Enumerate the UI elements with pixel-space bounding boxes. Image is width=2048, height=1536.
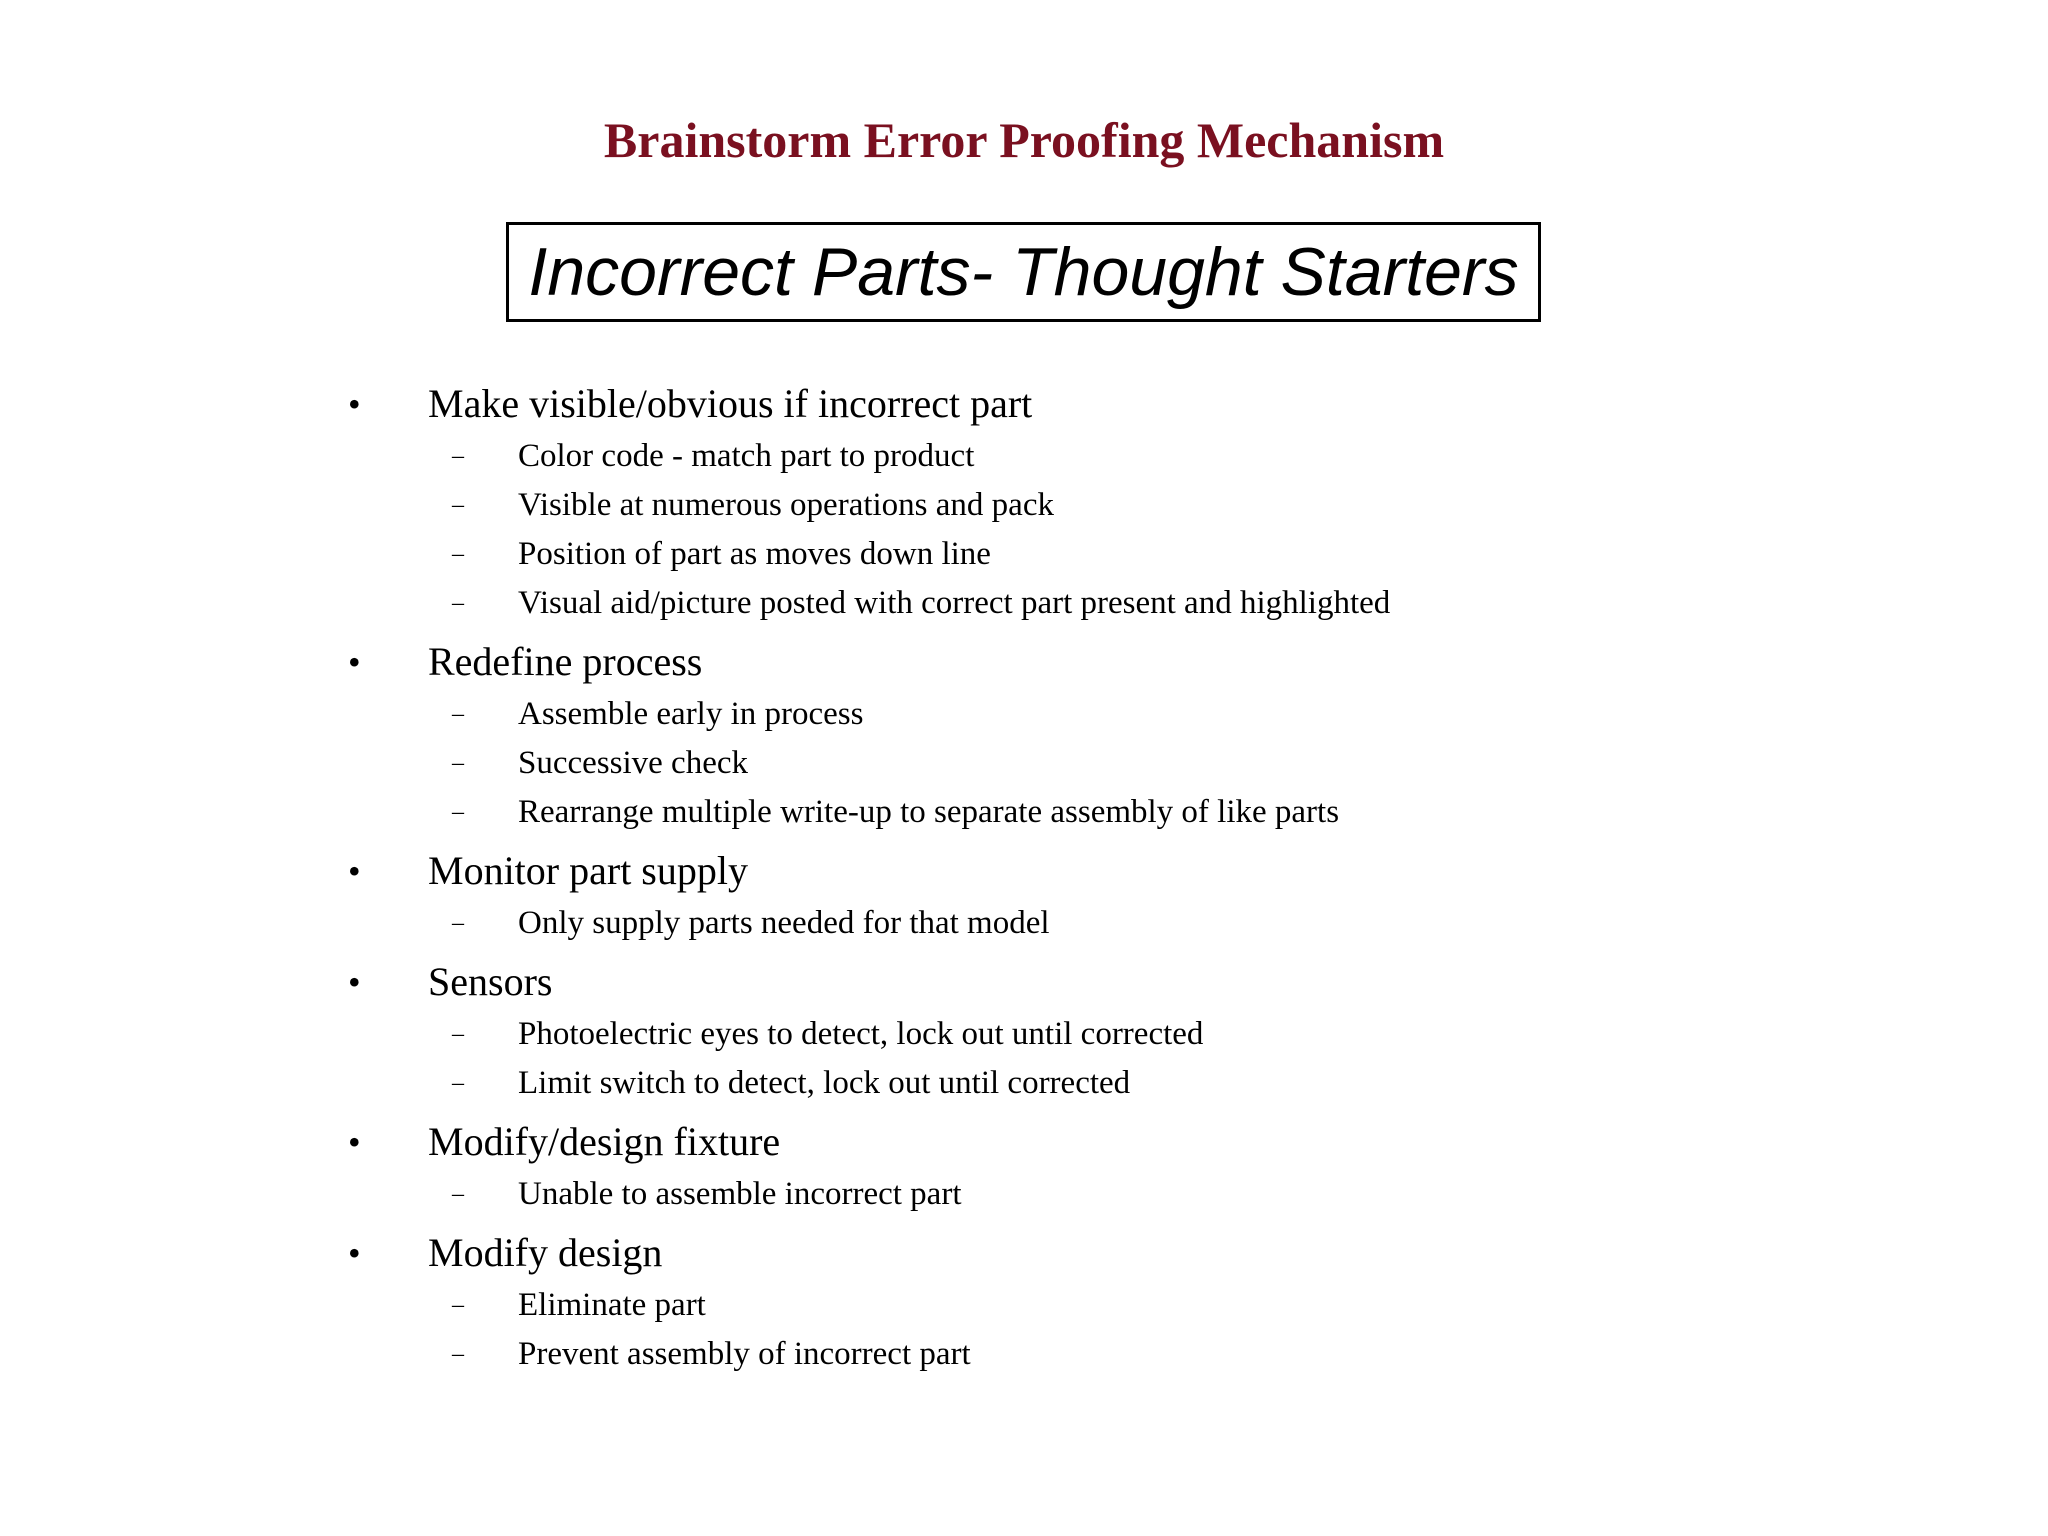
sub-bullet-marker: –	[452, 1181, 464, 1207]
bullet-text: Modify design	[428, 1230, 663, 1275]
sub-bullet-marker: –	[452, 799, 464, 825]
sub-bullet-text: Eliminate part	[518, 1287, 706, 1323]
sub-bullet-text: Assemble early in process	[518, 696, 864, 732]
sub-bullet-marker: –	[452, 1341, 464, 1367]
sub-bullet-marker: –	[452, 1021, 464, 1047]
sub-bullet-text: Successive check	[518, 745, 748, 781]
sub-bullet-marker: –	[452, 1070, 464, 1096]
bullet-marker: •	[348, 384, 361, 424]
sub-bullet-text: Limit switch to detect, lock out until corrected	[518, 1065, 1131, 1101]
bullet-text: Monitor part supply	[428, 848, 748, 893]
bullet-marker: •	[348, 1233, 361, 1273]
sub-bullet-marker: –	[452, 590, 464, 616]
subtitle: Incorrect Parts- Thought Starters	[528, 234, 1519, 310]
sub-bullet-marker: –	[452, 541, 464, 567]
bullet-text: Make visible/obvious if incorrect part	[428, 381, 1033, 426]
sub-bullet-marker: –	[452, 443, 464, 469]
slide-title: Brainstorm Error Proofing Mechanism	[603, 112, 1445, 168]
sub-bullet-text: Position of part as moves down line	[518, 536, 991, 572]
sub-bullet-text: Color code - match part to product	[518, 438, 975, 474]
bullet-marker: •	[348, 1122, 361, 1162]
sub-bullet-text: Only supply parts needed for that model	[518, 905, 1050, 941]
sub-bullet-marker: –	[452, 1292, 464, 1318]
sub-bullet-marker: –	[452, 701, 464, 727]
sub-bullet-text: Rearrange multiple write-up to separate assembly of like parts	[518, 794, 1340, 830]
sub-bullet-marker: –	[452, 910, 464, 936]
sub-bullet-text: Photoelectric eyes to detect, lock out until corrected	[518, 1016, 1204, 1052]
bullet-text: Sensors	[428, 959, 553, 1004]
bullet-marker: •	[348, 642, 361, 682]
sub-bullet-text: Visual aid/picture posted with correct part present and highlighted	[518, 585, 1391, 621]
sub-bullet-marker: –	[452, 750, 464, 776]
sub-bullet-text: Visible at numerous operations and pack	[518, 487, 1054, 523]
bullet-text: Redefine process	[428, 639, 703, 684]
bullet-text: Modify/design fixture	[428, 1119, 781, 1164]
bullet-marker: •	[348, 962, 361, 1002]
sub-bullet-marker: –	[452, 492, 464, 518]
bullet-marker: •	[348, 851, 361, 891]
sub-bullet-text: Unable to assemble incorrect part	[518, 1176, 962, 1212]
sub-bullet-text: Prevent assembly of incorrect part	[518, 1336, 971, 1372]
